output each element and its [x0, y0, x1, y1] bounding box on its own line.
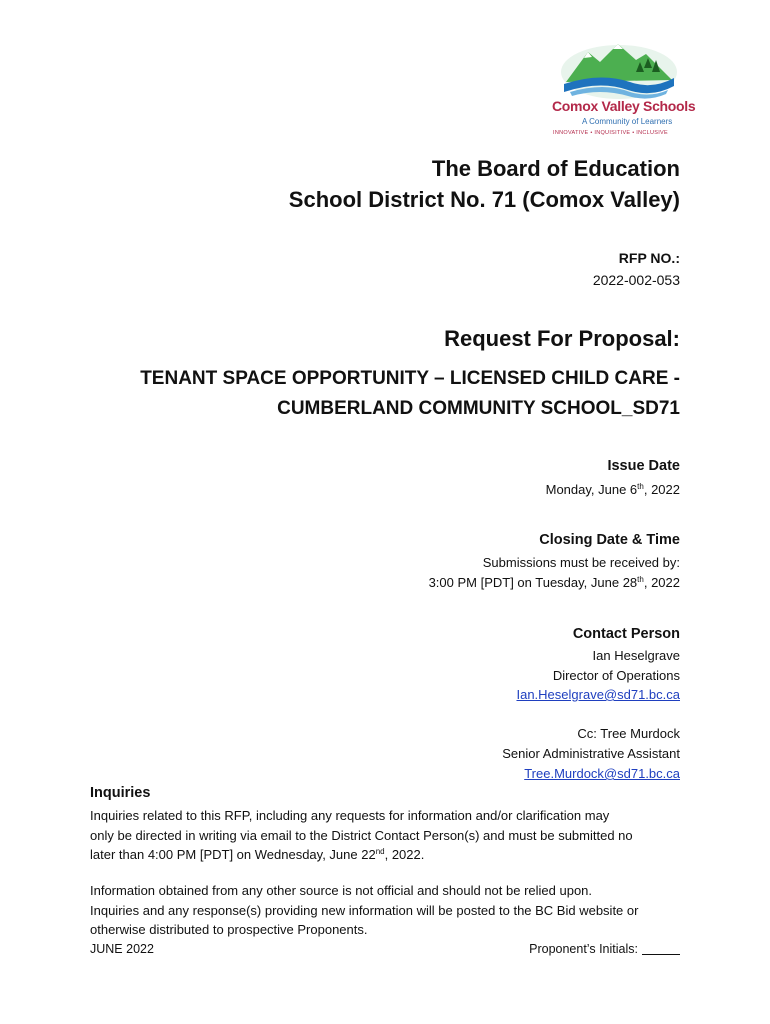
inquiries-p2-line3: otherwise distributed to prospective Proponents. — [90, 922, 368, 937]
closing-date-text: 3:00 PM [PDT] on Tuesday, June 28 — [428, 575, 638, 590]
inquiries-paragraph-1 — [90, 806, 690, 865]
inquiries-deadline-ordinal: nd — [375, 847, 385, 856]
closing-date-year: , 2022 — [643, 575, 680, 590]
issue-date-ordinal: th — [637, 482, 644, 491]
inquiries-deadline-year: , 2022. — [384, 847, 425, 862]
issue-date-year: , 2022 — [643, 482, 680, 497]
contact-label: Contact Person — [572, 626, 680, 642]
inquiries-paragraph-2 — [90, 881, 690, 940]
initials-label: Proponent’s Initials: — [529, 942, 638, 956]
inquiries-deadline-text: later than 4:00 PM [PDT] on Wednesday, June 22 — [90, 847, 376, 862]
closing-line2 — [429, 573, 680, 593]
board-title — [289, 153, 680, 215]
cc-name: Cc: Tree Murdock — [577, 726, 680, 741]
mountain-landscape-icon — [560, 38, 678, 100]
logo-name: Comox Valley Schools — [552, 98, 696, 114]
inquiries-p2-line1: Information obtained from any other source is not official and should not be relied upon. — [90, 883, 593, 898]
inquiries-p1-line2: only be directed in writing via email to the District Contact Person(s) and must be submitted no — [90, 827, 633, 843]
footer-initials — [529, 942, 680, 956]
logo-tagline: A Community of Learners — [582, 117, 673, 126]
board-title-line2: School District No. 71 (Comox Valley) — [288, 187, 680, 212]
footer-date: JUNE 2022 — [90, 942, 154, 956]
issue-date-value — [546, 480, 680, 500]
rfp-number-label: RFP NO.: — [618, 250, 680, 266]
comox-valley-schools-logo — [552, 38, 696, 142]
contact-role: Director of Operations — [552, 668, 680, 683]
cc-email-link[interactable]: Tree.Murdock@sd71.bc.ca — [524, 766, 680, 781]
contact-email-link[interactable]: Ian.Heselgrave@sd71.bc.ca — [516, 687, 680, 702]
board-title-line1: The Board of Education — [431, 156, 680, 181]
cc-role: Senior Administrative Assistant — [502, 746, 680, 761]
logo-values: INNOVATIVE • INQUISITIVE • INCLUSIVE — [553, 130, 668, 136]
initials-blank-line[interactable] — [642, 942, 680, 955]
contact-name: Ian Heselgrave — [592, 648, 680, 663]
rfp-subject-line1: TENANT SPACE OPPORTUNITY – LICENSED CHILD CARE - — [140, 368, 680, 389]
rfp-number-value: 2022-002-053 — [592, 272, 680, 288]
rfp-heading: Request For Proposal: — [444, 326, 680, 351]
inquiries-heading: Inquiries — [90, 785, 151, 801]
inquiries-p1-line1: Inquiries related to this RFP, including any requests for information and/or clarification may — [90, 808, 610, 823]
inquiries-p1-line3 — [90, 845, 690, 865]
rfp-subject-line2: CUMBERLAND COMMUNITY SCHOOL_SD71 — [277, 398, 680, 419]
inquiries-p2-line2: Inquiries and any response(s) providing new information will be posted to the BC Bid website or — [90, 902, 639, 918]
rfp-subject — [140, 364, 680, 424]
closing-line1: Submissions must be received by: — [482, 555, 680, 570]
closing-date-ordinal: th — [637, 575, 644, 584]
issue-date-label: Issue Date — [607, 458, 680, 474]
closing-label: Closing Date & Time — [539, 532, 680, 548]
issue-date-text: Monday, June 6 — [545, 482, 638, 497]
